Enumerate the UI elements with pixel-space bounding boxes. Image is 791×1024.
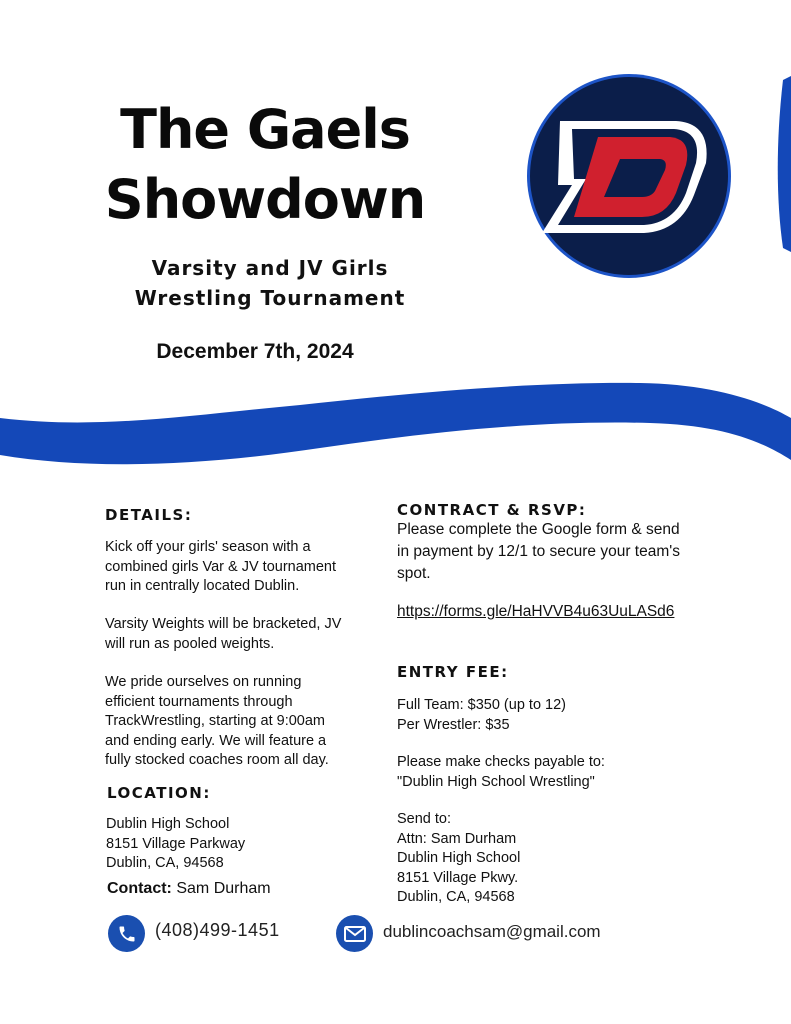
- event-subtitle: [90, 253, 450, 313]
- subtitle-line-1: Varsity and JV Girls: [151, 256, 389, 280]
- contact-name: Sam Durham: [176, 880, 271, 897]
- contract-heading: CONTRACT & RSVP:: [397, 501, 587, 519]
- email-address[interactable]: dublincoachsam@gmail.com: [383, 922, 601, 941]
- location-line-1: Dublin High School: [106, 816, 230, 832]
- event-title: [60, 95, 470, 235]
- entry-fee-amounts: Full Team: $350 (up to 12) Per Wrestler: $35: [397, 697, 566, 733]
- dublin-d-logo: [526, 73, 732, 279]
- location-address: [106, 815, 245, 874]
- title-line-1: The Gaels: [120, 98, 410, 161]
- contract-text: Please complete the Google form & send in payment by 12/1 to secure your team's spot.: [397, 521, 680, 582]
- details-paragraph-1: Kick off your girls' season with a combined girls Var & JV tournament run in centrally located Dublin.: [105, 539, 337, 594]
- details-heading: DETAILS:: [105, 506, 193, 524]
- phone-icon: [108, 915, 145, 952]
- details-paragraph-2: Varsity Weights will be bracketed, JV will run as pooled weights.: [105, 616, 342, 652]
- location-heading: LOCATION:: [107, 784, 211, 802]
- contact-label: Contact:: [107, 880, 172, 897]
- checks-payable: Please make checks payable to: "Dublin High School Wrestling": [397, 754, 605, 790]
- location-line-2: 8151 Village Parkway: [106, 835, 246, 852]
- event-date: December 7th, 2024: [156, 340, 354, 363]
- title-line-2: Showdown: [104, 168, 426, 231]
- envelope-icon: [336, 915, 373, 952]
- contact-line: [107, 880, 271, 898]
- details-paragraph-3: We pride ourselves on running efficient tournaments through TrackWrestling, starting at 9:00am and ending early. We will feature a fully stocked coaches room all day.: [105, 674, 329, 768]
- subtitle-line-2: Wrestling Tournament: [134, 286, 406, 310]
- send-to-address: Send to: Attn: Sam Durham Dublin High School 8151 Village Pkwy. Dublin, CA, 94568: [397, 811, 521, 905]
- entry-fee-heading: ENTRY FEE:: [397, 663, 509, 681]
- location-line-3: Dublin, CA, 94568: [106, 855, 224, 871]
- google-form-link[interactable]: https://forms.gle/HaHVVB4u63UuLASd6: [397, 603, 675, 620]
- phone-number[interactable]: (408)499-1451: [155, 920, 280, 940]
